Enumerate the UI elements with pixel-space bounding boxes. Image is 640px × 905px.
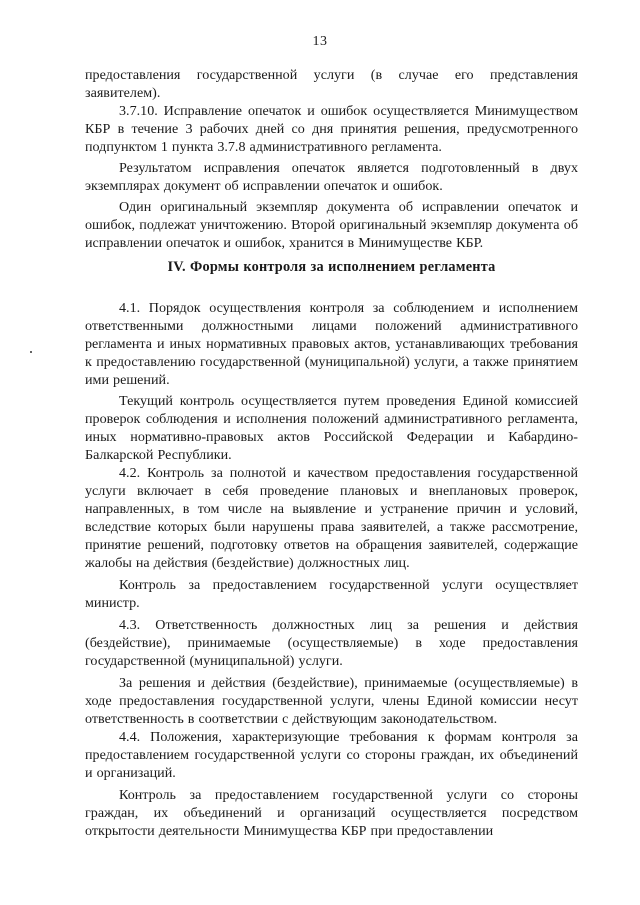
paragraph-commission-responsibility: За решения и действия (бездействие), принимаемые (осуществляемые) в ходе предоставления государственной услуги, члены Единой комиссии несут ответственность в соответствии с действующим законодательством. (85, 675, 578, 727)
paragraph-3-7-10: 3.7.10. Исправление опечаток и ошибок осуществляется Минимуществом КБР в течение 3 рабочих дней со дня принятия решения, предусмотренного подпунктом 1 пункта 3.7.8 административного регламента. (85, 103, 578, 155)
document-body (85, 66, 578, 840)
paragraph-original-copy: Один оригинальный экземпляр документа об исправлении опечаток и ошибок, подлежат уничтожению. Второй оригинальный экземпляр документа об исправлении опечаток и ошибок, хранится в Минимуществе КБР. (85, 199, 578, 251)
paragraph-current-control: Текущий контроль осуществляется путем проведения Единой комиссией проверок соблюдения и исполнения положений административного регламента, иных нормативно-правовых актов Российской Федерации и Кабардино-Балкарской Республики. (85, 393, 578, 463)
paragraph-minister-control: Контроль за предоставлением государственной услуги осуществляет министр. (85, 577, 578, 611)
paragraph-continuation: предоставления государственной услуги (в случае его представления заявителем). (85, 67, 578, 101)
paragraph-4-4: 4.4. Положения, характеризующие требования к формам контроля за предоставлением государственной услуги со стороны граждан, их объединений и организаций. (85, 729, 578, 781)
paragraph-correction-result: Результатом исправления опечаток является подготовленный в двух экземплярах документ об исправлении опечаток и ошибок. (85, 160, 578, 194)
scan-speck (30, 351, 32, 353)
section-heading: IV. Формы контроля за исполнением регламента (167, 259, 496, 275)
paragraph-4-1: 4.1. Порядок осуществления контроля за соблюдением и исполнением ответственными должностными лицами положений административного регламента и иных нормативных правовых актов, устанавливающих требования к предоставлению государственной (муниципальной) услуги, а также принятием ими решений. (85, 300, 578, 388)
paragraph-citizen-control: Контроль за предоставлением государственной услуги со стороны граждан, их объединений и организаций осуществляется посредством открытости деятельности Минимущества КБР при предоставлении (85, 787, 578, 839)
paragraph-4-2: 4.2. Контроль за полнотой и качеством предоставления государственной услуги включает в себя проведение плановых и внеплановых проверок, направленных, в том числе на выявление и устранение причин и условий, вследствие которых были нарушены права заявителей, а также рассмотрение, принятие решений, подготовку ответов на обращения заявителей, содержащие жалобы на действия (бездействие) должностных лиц. (85, 465, 578, 571)
page-number: 13 (312, 34, 328, 49)
paragraph-4-3: 4.3. Ответственность должностных лиц за решения и действия (бездействие), принимаемые (осуществляемые) в ходе предоставления государственной (муниципальной) услуги. (85, 617, 578, 669)
